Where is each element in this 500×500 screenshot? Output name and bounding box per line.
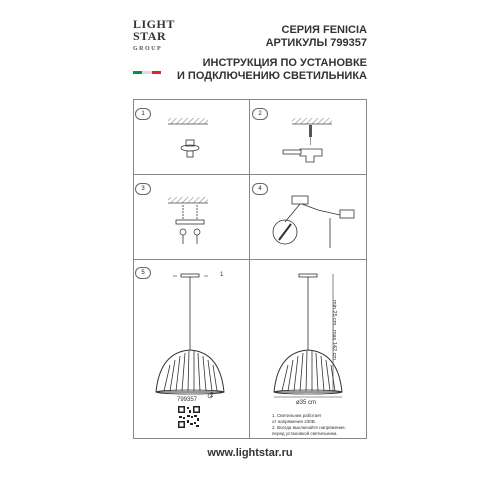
article-number: 799357 (177, 397, 198, 403)
step-5-count-1: 1 (220, 272, 224, 278)
qr-code-icon (177, 405, 201, 429)
step-3-mounting-plate-illustration (168, 197, 208, 244)
step-4-wiring-illustration (273, 196, 354, 248)
installation-notes: 1. Светильник работает от напряжения 230В. 2. Всегда выключайте напряжение, перед установкой светильника. (272, 413, 346, 436)
brand-line1: LIGHT (133, 17, 175, 31)
step-1-number: 1 (135, 108, 151, 120)
series-title: СЕРИЯ FENICIA (281, 24, 367, 36)
step-2-number: 2 (252, 108, 268, 120)
height-dimension-label: min 25 cm...max 142 cm (331, 300, 337, 360)
step-2-drill-hammer-illustration (283, 118, 332, 162)
step-5-pendant-lamp-illustration (156, 274, 224, 398)
footer-website[interactable]: www.lightstar.ru (207, 447, 293, 459)
step-4-number: 4 (252, 183, 268, 195)
brand-line2: STAR (133, 29, 167, 43)
articles-title: АРТИКУЛЫ 799357 (265, 37, 367, 49)
diameter-dimension-label: ø35 cm (296, 400, 317, 406)
step-5-number: 5 (135, 267, 151, 279)
step-1-ceiling-mount-illustration (168, 118, 208, 157)
instruction-title-line2: И ПОДКЛЮЧЕНИЮ СВЕТИЛЬНИКА (176, 70, 367, 82)
step-5-count-2: 2 (210, 393, 214, 399)
instruction-title-line1: ИНСТРУКЦИЯ ПО УСТАНОВКЕ (202, 57, 367, 69)
brand-line3: GROUP (133, 46, 163, 52)
step-3-number: 3 (135, 183, 151, 195)
